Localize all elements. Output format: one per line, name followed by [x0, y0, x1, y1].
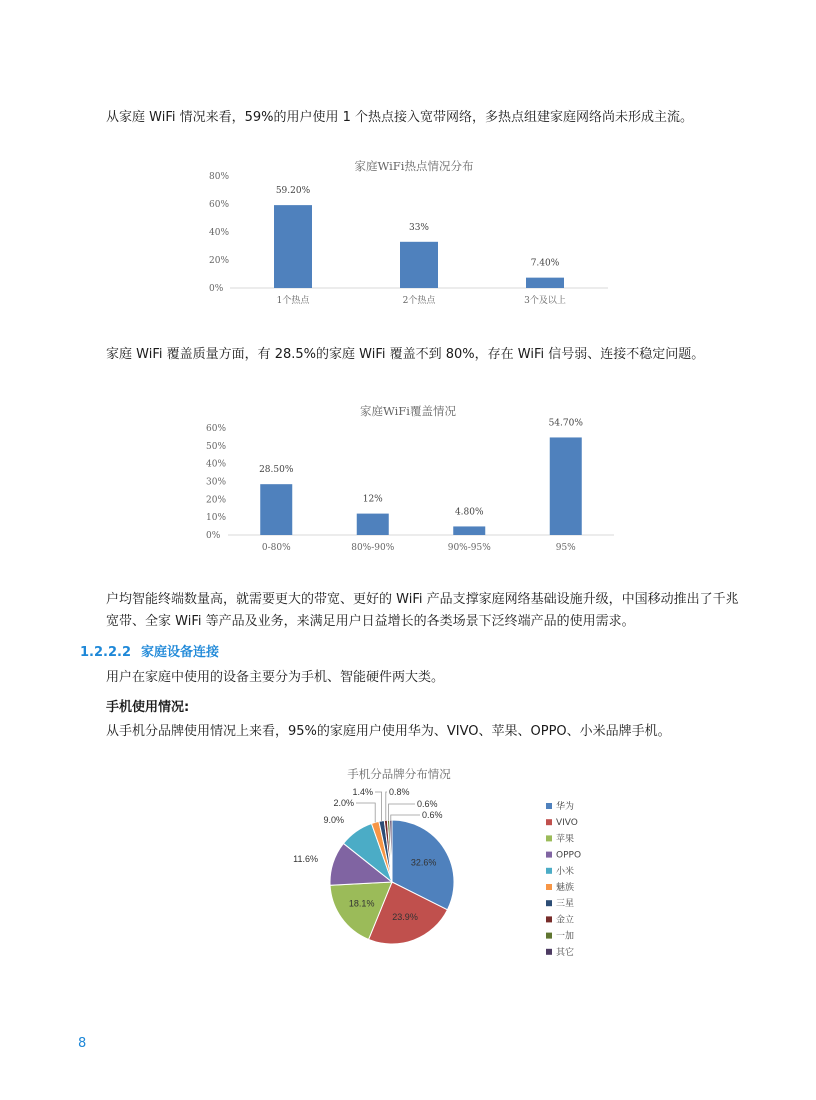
legend-swatch — [546, 916, 552, 922]
slice-label: 11.6% — [293, 854, 318, 864]
legend-swatch — [546, 933, 552, 939]
x-tick-label: 95% — [555, 543, 576, 553]
slice-label: 1.4% — [352, 787, 373, 797]
y-tick-label: 50% — [206, 441, 227, 452]
x-tick-label: 3个及以上 — [524, 296, 566, 306]
y-tick-label: 60% — [206, 424, 227, 434]
legend-swatch — [546, 900, 552, 906]
y-tick-label: 40% — [209, 228, 230, 238]
paragraph-terminal-demand: 户均智能终端数量高，就需要更大的带宽、更好的 WiFi 产品支撑家庭网络基础设施升级，中国移动推出了千兆宽带、全家 WiFi 等产品及业务，来满足用户日益增长的各类场景下泛终端产品的使用需求。 — [106, 592, 739, 629]
legend-label: 华为 — [556, 802, 575, 812]
data-label: 12% — [362, 494, 383, 505]
legend-label: 魅族 — [556, 883, 575, 893]
y-tick-label: 40% — [206, 459, 227, 470]
slice-label: 23.9% — [392, 911, 418, 922]
slice-label: 2.0% — [333, 798, 354, 808]
data-label: 7.40% — [530, 258, 560, 269]
slice-label: 32.6% — [410, 857, 437, 868]
data-label: 28.50% — [259, 465, 294, 476]
data-label: 54.70% — [548, 418, 583, 429]
paragraph-device-types: 用户在家庭中使用的设备主要分为手机、智能硬件两大类。 — [106, 670, 445, 685]
leader-line — [389, 804, 416, 820]
x-tick-label: 0-80% — [261, 543, 291, 553]
legend-label: 小米 — [556, 866, 575, 877]
y-tick-label: 20% — [209, 256, 230, 266]
legend-label: 三星 — [556, 899, 575, 910]
legend-label: VIVO — [556, 818, 578, 829]
section-title: 家庭设备连接 — [141, 645, 220, 660]
page-number: 8 — [78, 1036, 87, 1051]
paragraph-wifi-coverage: 家庭 WiFi 覆盖质量方面，有 28.5%的家庭 WiFi 覆盖不到 80%，存在 WiFi 信号弱、连接不稳定问题。 — [106, 347, 705, 362]
legend-swatch — [546, 819, 552, 825]
paragraph-phone-brands: 从手机分品牌使用情况上来看，95%的家庭用户使用华为、VIVO、苹果、OPPO、小米品牌手机。 — [106, 724, 671, 739]
legend-label: OPPO — [556, 850, 582, 861]
paragraph-wifi-hotspots: 从家庭 WiFi 情况来看，59%的用户使用 1 个热点接入宽带网络，多热点组建家庭网络尚未形成主流。 — [106, 110, 694, 125]
legend-label: 金立 — [556, 915, 575, 926]
subheading-phone-usage: 手机使用情况: — [106, 700, 190, 715]
legend-swatch — [546, 835, 552, 841]
leader-line — [356, 803, 375, 822]
y-tick-label: 0% — [209, 284, 224, 294]
slice-label: 0.6% — [417, 799, 438, 809]
section-number: 1.2.2.2 — [80, 645, 131, 660]
y-tick-label: 0% — [206, 531, 221, 541]
legend-swatch — [546, 884, 552, 890]
legend-swatch — [546, 949, 552, 955]
slice-label: 0.6% — [422, 810, 443, 820]
y-tick-label: 80% — [209, 172, 230, 182]
slice-label: 9.0% — [323, 815, 344, 825]
leader-line — [386, 792, 387, 820]
x-tick-label: 90%-95% — [447, 543, 491, 553]
legend-swatch — [546, 803, 552, 809]
y-tick-label: 60% — [209, 200, 230, 210]
legend-swatch — [546, 868, 552, 874]
y-tick-label: 10% — [206, 513, 227, 524]
data-label: 33% — [408, 222, 430, 233]
slice-label: 0.8% — [389, 787, 410, 797]
y-tick-label: 20% — [206, 495, 227, 506]
legend-label: 一加 — [556, 931, 575, 942]
x-tick-label: 80%-90% — [351, 543, 395, 553]
data-label: 59.20% — [275, 186, 311, 197]
chart-title: 家庭WiFi覆盖情况 — [360, 404, 456, 418]
x-tick-label: 1个热点 — [276, 296, 310, 306]
leader-line — [391, 815, 420, 820]
chart-title: 家庭WiFi热点情况分布 — [354, 159, 474, 173]
data-label: 4.80% — [454, 507, 484, 518]
legend-label: 其它 — [556, 947, 575, 958]
y-tick-label: 30% — [206, 477, 227, 488]
x-tick-label: 2个热点 — [402, 296, 436, 306]
legend-swatch — [546, 852, 552, 858]
legend-label: 苹果 — [556, 834, 575, 845]
leader-line — [375, 792, 382, 821]
slice-label: 18.1% — [348, 898, 375, 909]
chart-title: 手机分品牌分布情况 — [347, 767, 451, 781]
